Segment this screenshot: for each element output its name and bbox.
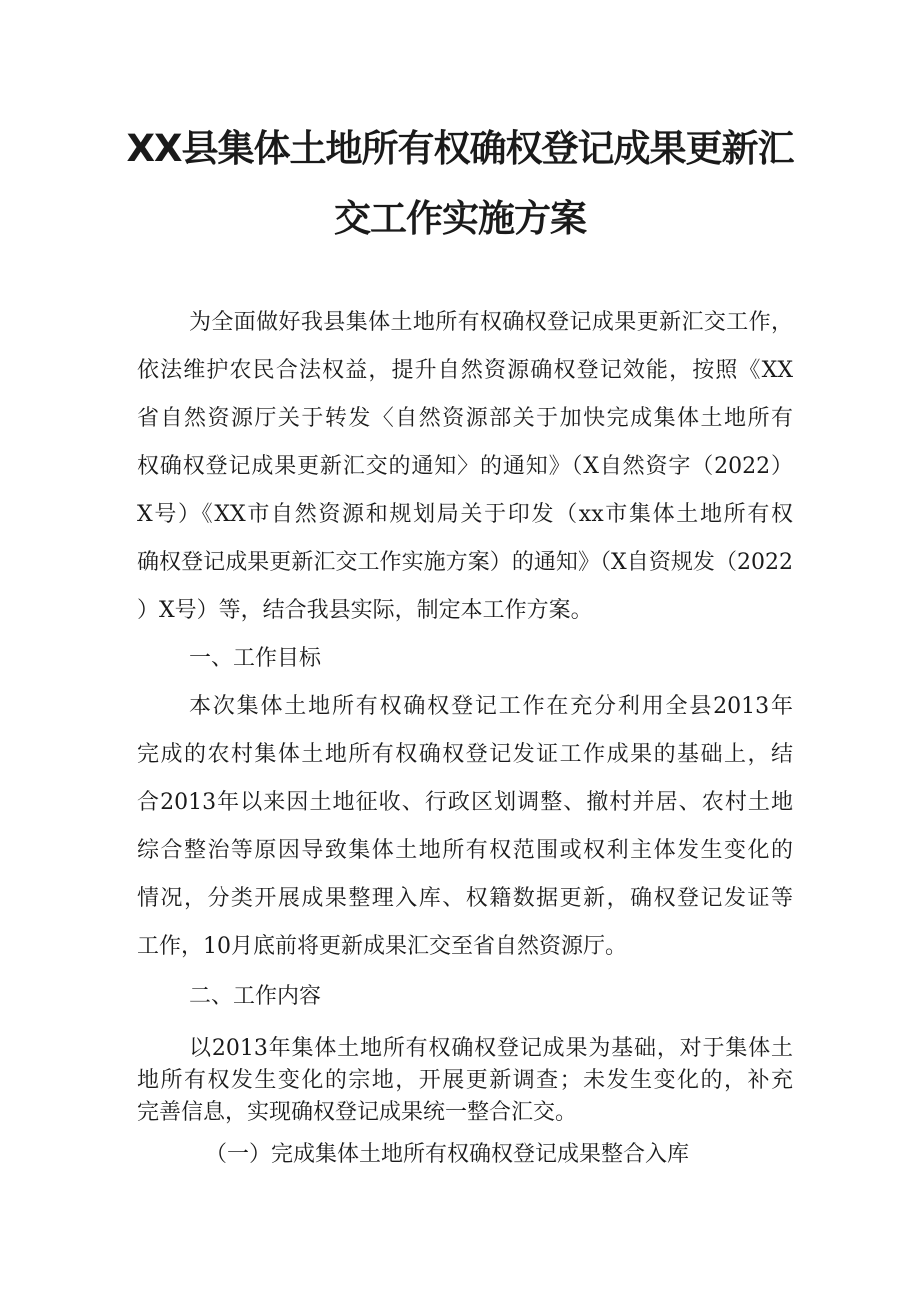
paragraph-line: 地所有权发生变化的宗地，开展更新调查；未发生变化的，补充 [137,1068,793,1093]
paragraph-line: 省自然资源厅关于转发〈自然资源部关于加快完成集体土地所有 [137,406,793,431]
paragraph-line: 以2013年集体土地所有权确权登记成果为基础，对于集体土 [189,1036,793,1061]
paragraph-line: 情况，分类开展成果整理入库、权籍数据更新，确权登记发证等 [137,886,793,911]
paragraph-line: 完成的农村集体土地所有权确权登记发证工作成果的基础上，结 [137,742,793,767]
paragraph-line: 完善信息，实现确权登记成果统一整合汇交。 [137,1100,578,1125]
paragraph-line: 工作，10月底前将更新成果汇交至省自然资源厅。 [137,934,627,959]
section-heading: 一、工作目标 [189,646,322,671]
paragraph-line: 本次集体土地所有权确权登记工作在充分利用全县2013年 [189,694,793,719]
subsection-heading: （一）完成集体土地所有权确权登记成果整合入库 [205,1142,690,1167]
paragraph-line: 依法维护农民合法权益，提升自然资源确权登记效能，按照《XX [137,358,793,383]
paragraph-line: ）X号）等，结合我县实际，制定本工作方案。 [137,598,593,623]
paragraph-line: 合2013年以来因土地征收、行政区划调整、撤村并居、农村土地 [137,790,793,815]
paragraph-line: 权确权登记成果更新汇交的通知〉的通知》（X自然资字（2022） [137,454,793,479]
paragraph-line: 为全面做好我县集体土地所有权确权登记成果更新汇交工作， [189,310,793,335]
section-heading: 二、工作内容 [189,984,322,1009]
paragraph-line: X号）《XX市自然资源和规划局关于印发（xx市集体土地所有权 [137,502,793,527]
document-title: XX县集体土地所有权确权登记成果更新汇 [126,127,794,170]
paragraph-line: 综合整治等原因导致集体土地所有权范围或权利主体发生变化的 [137,838,793,863]
document-title-continued: 交工作实施方案 [334,197,586,240]
paragraph-line: 确权登记成果更新汇交工作实施方案）的通知》（X自资规发（2022 [137,550,793,575]
